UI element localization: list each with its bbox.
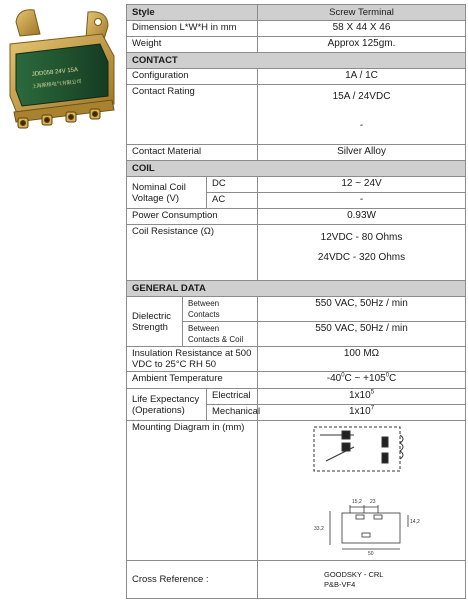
relay-photo-text-2: 上海斯格电气有限公司 bbox=[31, 78, 82, 90]
coil-resistance-value-1: 12VDC - 80 Ohms bbox=[320, 232, 403, 243]
contact-section bbox=[127, 53, 466, 69]
mounting-diagram bbox=[258, 421, 464, 557]
contact-material-label: Contact Material bbox=[127, 145, 258, 161]
mounting-bracket bbox=[16, 10, 40, 36]
general-section bbox=[127, 281, 466, 297]
spec-table bbox=[126, 4, 466, 599]
cross-reference-line-1: GOODSKY - CRL bbox=[324, 569, 384, 579]
life-row-1 bbox=[127, 389, 466, 405]
relay-schematic bbox=[314, 427, 403, 471]
contact-material-row bbox=[127, 145, 466, 161]
general-section-title: GENERAL DATA bbox=[127, 281, 466, 297]
mounting-label: Mounting Diagram in (mm) bbox=[127, 421, 258, 561]
weight-value: Approx 125gm. bbox=[258, 37, 466, 53]
configuration-label: Configuration bbox=[127, 69, 258, 85]
power-value: 0.93W bbox=[258, 209, 466, 225]
dimension-row bbox=[127, 21, 466, 37]
dc-value: 12 ~ 24V bbox=[258, 177, 466, 193]
dc-label: DC bbox=[207, 177, 258, 193]
ac-value: - bbox=[258, 193, 466, 209]
mounting-row bbox=[127, 421, 466, 561]
coil-section-title: COIL bbox=[127, 161, 466, 177]
contact-rating-value: 15A / 24VDC bbox=[332, 91, 391, 102]
electrical-label: Electrical bbox=[207, 389, 258, 405]
power-row bbox=[127, 209, 466, 225]
dim-label-1: 15,2 bbox=[352, 499, 362, 505]
relay-photo-text-1: JDD058 24V 15A bbox=[31, 67, 79, 78]
weight-label: Weight bbox=[127, 37, 258, 53]
mechanical-value: $1x10^7$ bbox=[258, 405, 466, 421]
contact-rating-row bbox=[127, 85, 466, 145]
dielectric-row-1 bbox=[127, 297, 466, 322]
configuration-row bbox=[127, 69, 466, 85]
ac-label: AC bbox=[207, 193, 258, 209]
cross-reference-line-2: P&B-VF4 bbox=[324, 579, 356, 589]
configuration-value: 1A / 1C bbox=[258, 69, 466, 85]
between-coil-label: Between Contacts & Coil bbox=[183, 322, 258, 347]
insulation-label: Insulation Resistance at 500 VDC to 25°C RH 50 bbox=[127, 347, 258, 372]
relay-photo bbox=[4, 4, 120, 134]
coil-resistance-value-2: 24VDC - 320 Ohms bbox=[317, 252, 406, 263]
between-contacts-value: 550 VAC, 50Hz / min bbox=[258, 297, 466, 322]
contact-rating-label: Contact Rating bbox=[127, 85, 258, 145]
dielectric-label: Dielectric Strength bbox=[127, 297, 183, 347]
style-row bbox=[127, 5, 466, 21]
power-label: Power Consumption bbox=[127, 209, 258, 225]
style-label: Style bbox=[127, 5, 258, 21]
mechanical-label: Mechanical bbox=[207, 405, 258, 421]
dimension-value: 58 X 44 X 46 bbox=[258, 21, 466, 37]
nominal-voltage-label: Nominal Coil Voltage (V) bbox=[127, 177, 207, 209]
dim-label-2: 23 bbox=[370, 499, 376, 505]
dim-label-5: 50 bbox=[368, 551, 374, 557]
insulation-value: 100 MΩ bbox=[258, 347, 466, 372]
ambient-label: Ambient Temperature bbox=[127, 372, 258, 389]
electrical-value: $1x10^5$ bbox=[258, 389, 466, 405]
style-value: Screw Terminal bbox=[258, 5, 466, 21]
contact-rating-value-2: - bbox=[359, 120, 364, 131]
coil-section bbox=[127, 161, 466, 177]
cross-reference-row bbox=[127, 561, 466, 599]
life-label: Life Expectancy (Operations) bbox=[127, 389, 207, 421]
contact-section-title: CONTACT bbox=[127, 53, 466, 69]
coil-resistance-label: Coil Resistance (Ω) bbox=[127, 225, 258, 281]
dim-label-4: 33,2 bbox=[314, 526, 324, 532]
weight-row bbox=[127, 37, 466, 53]
ambient-row bbox=[127, 372, 466, 389]
dimension-drawing bbox=[330, 505, 408, 549]
ambient-value: $-40^0C$ ~ $+105^0C$ bbox=[258, 372, 466, 389]
between-coil-value: 550 VAC, 50Hz / min bbox=[258, 322, 466, 347]
between-contacts-label: Between Contacts bbox=[183, 297, 258, 322]
dimension-label: Dimension L*W*H in mm bbox=[127, 21, 258, 37]
dim-label-3: 14,2 bbox=[410, 519, 420, 525]
insulation-row bbox=[127, 347, 466, 372]
cross-reference-label: Cross Reference : bbox=[127, 561, 258, 599]
coil-resistance-row bbox=[127, 225, 466, 281]
coil-dc-row bbox=[127, 177, 466, 193]
contact-material-value: Silver Alloy bbox=[258, 145, 466, 161]
